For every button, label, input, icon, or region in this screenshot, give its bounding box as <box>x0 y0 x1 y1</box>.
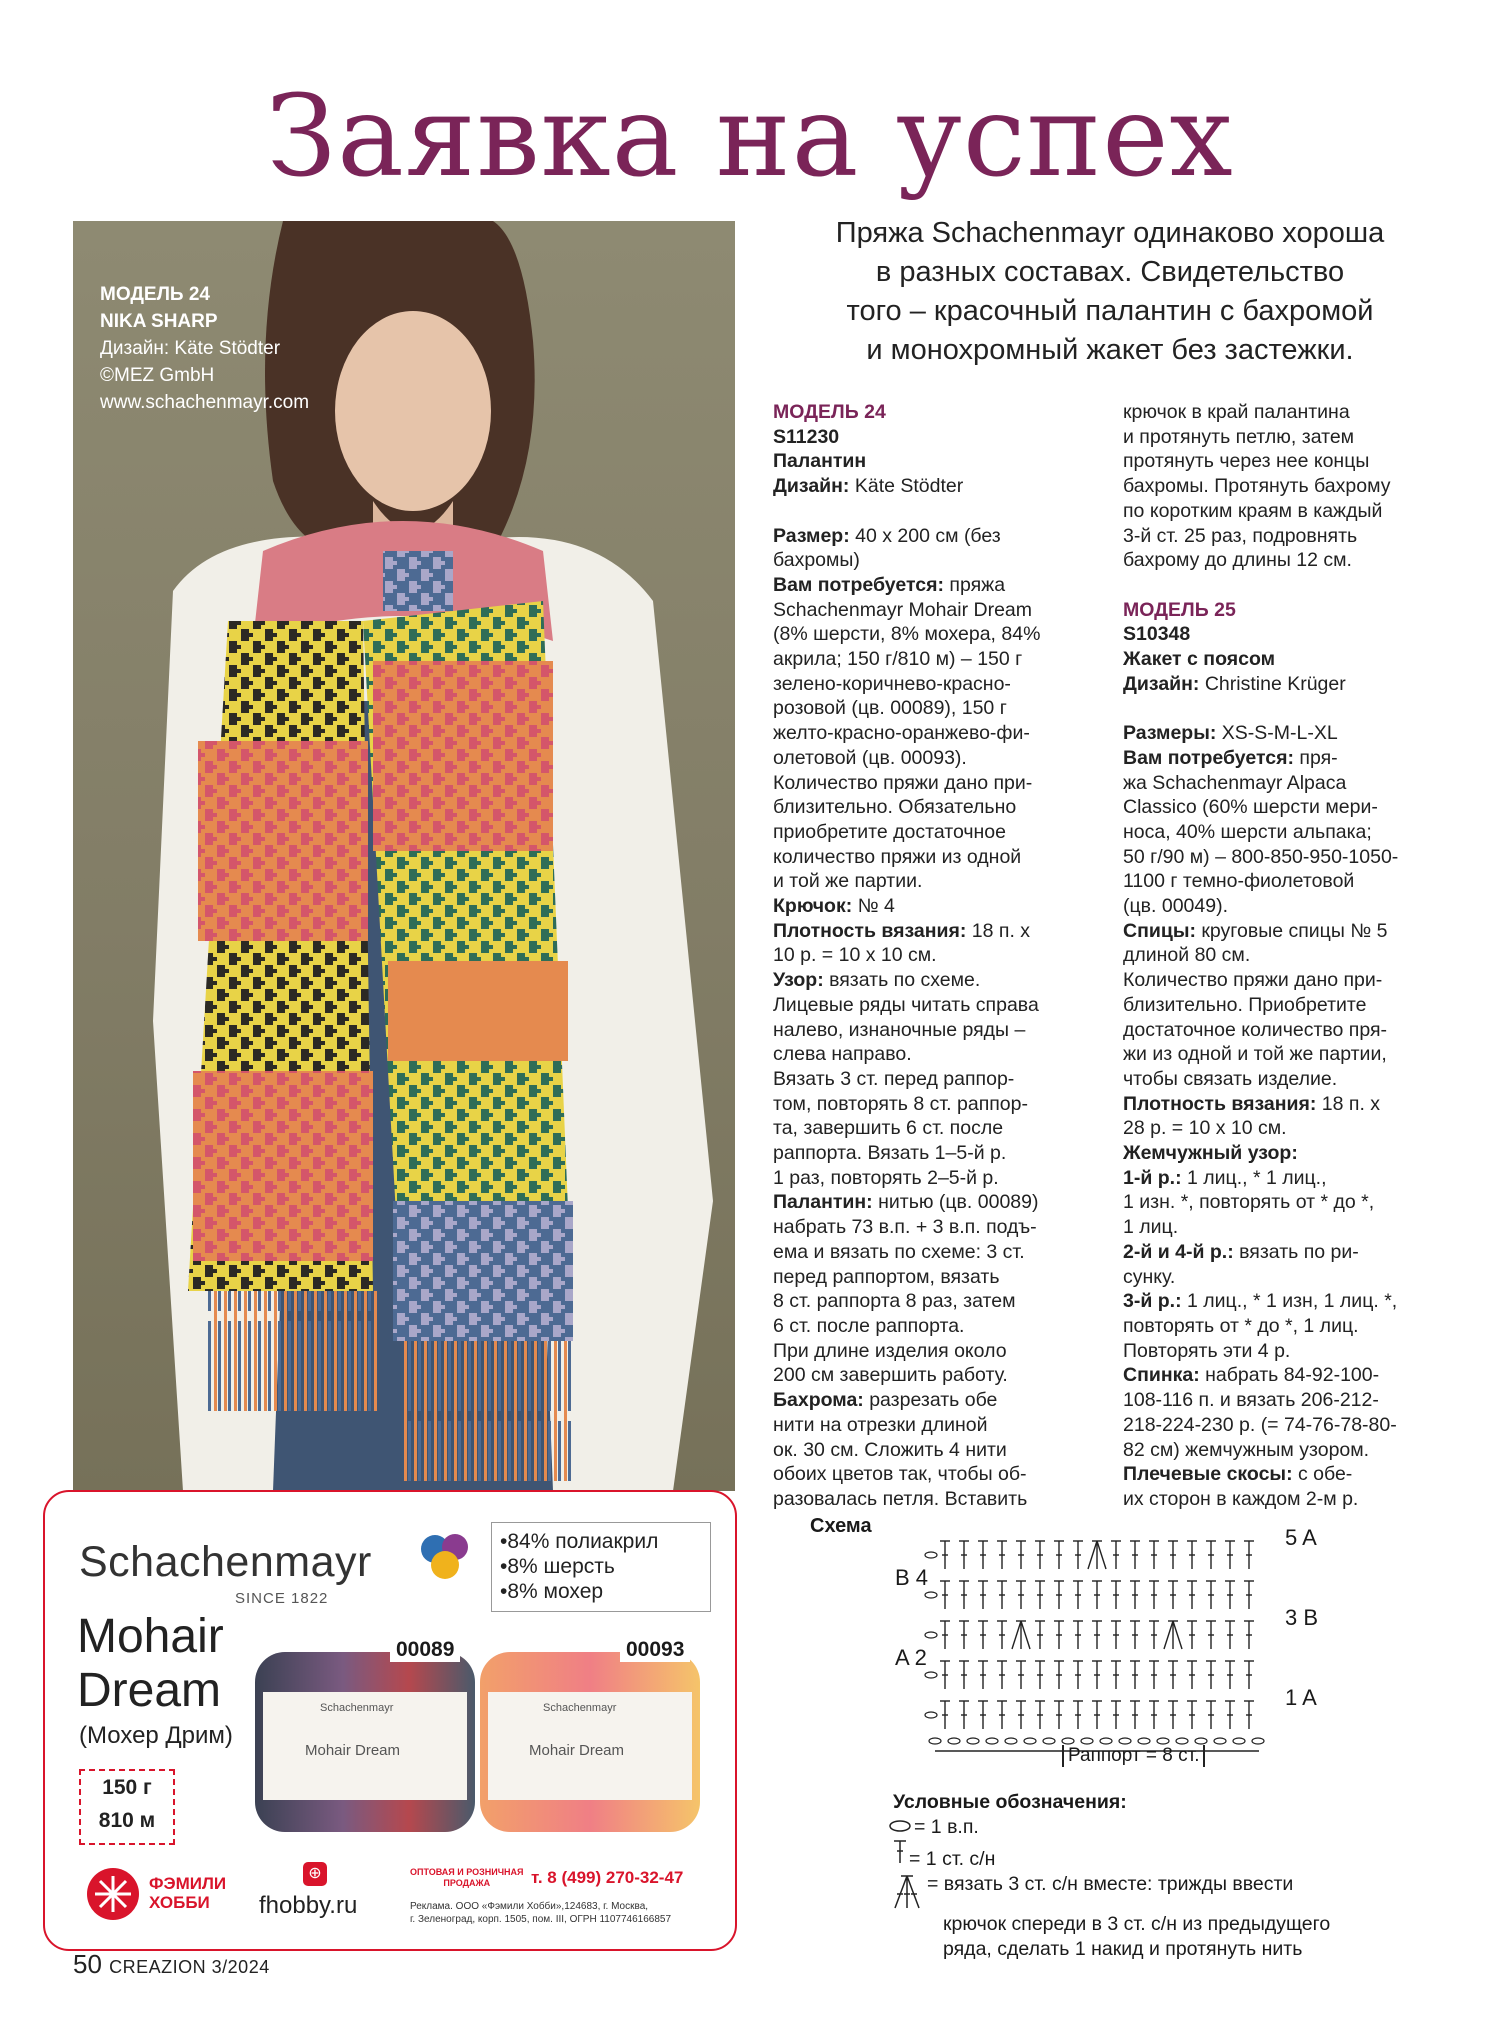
row-label-a2: A 2 <box>895 1645 927 1670</box>
double-crochet-icon <box>891 1839 909 1865</box>
chain-symbol <box>1233 1738 1245 1744</box>
model-code: S10348 <box>1123 623 1191 646</box>
instruction-line: Крючок: № 4 <box>773 895 895 918</box>
schema-title: Схема <box>810 1515 872 1537</box>
chain-symbol <box>1043 1738 1055 1744</box>
legend-title: Условные обозначения: <box>893 1791 1127 1813</box>
page-number: 50 <box>73 1949 102 1979</box>
instruction-line: 6 ст. после раппорта. <box>773 1315 965 1337</box>
instruction-line: 3-й ст. 25 раз, подровнять <box>1123 524 1358 547</box>
instruction-line: 1 изн. *, повторять от * до *, <box>1123 1191 1375 1214</box>
instruction-line: длиной 80 см. <box>1123 944 1251 967</box>
instruction-line: Узор: вязать по схеме. <box>773 969 981 992</box>
model-heading: МОДЕЛЬ 25 <box>1123 598 1236 621</box>
globe-icon: ⊕ <box>303 1862 327 1886</box>
chain-symbol <box>1119 1738 1131 1744</box>
instruction-line: нити на отрезки длиной <box>773 1413 988 1436</box>
instruction-line: 28 р. = 10 х 10 см. <box>1123 1117 1287 1140</box>
skein-label-brand: Schachenmayr <box>320 1702 394 1714</box>
instruction-line: Спинка: набрать 84-92-100- <box>1123 1364 1380 1387</box>
instruction-line: набрать 73 в.п. + 3 в.п. подъ- <box>773 1216 1037 1239</box>
model-heading: МОДЕЛЬ 24 <box>773 401 886 423</box>
model-code: S11230 <box>773 425 840 448</box>
chart-legend <box>893 1790 1453 1962</box>
model-design: Дизайн: Christine Krüger <box>1123 672 1346 695</box>
instruction-line: количество пряжи из одной <box>773 845 1022 868</box>
instruction-line: слева направо. <box>773 1043 912 1066</box>
intro-line: того – красочный палантин с бахромой <box>846 295 1374 327</box>
sale-label: ОПТОВАЯ И РОЗНИЧНАЯ ПРОДАЖА <box>410 1867 524 1888</box>
instruction-line: 1-й р.: 1 лиц., * 1 лиц., <box>1123 1166 1327 1189</box>
chain-symbol <box>929 1738 941 1744</box>
instruction-line: розовой (цв. 00089), 150 г <box>773 697 1007 720</box>
instruction-line: 2-й и 4-й р.: вязать по ри- <box>1123 1240 1359 1263</box>
instruction-line: ок. 30 см. Сложить 4 нити <box>773 1438 1007 1461</box>
instructions-model-24 <box>773 400 1093 1512</box>
instruction-line: Повторять эти 4 р. <box>1123 1339 1291 1362</box>
instruction-line: жи из одной и той же партии, <box>1123 1043 1387 1066</box>
page-title: Заявка на успех <box>266 72 1234 202</box>
chain-symbol <box>1005 1738 1017 1744</box>
row-label-b4: B 4 <box>895 1565 929 1590</box>
chain-symbol <box>1024 1738 1036 1744</box>
product-name-ru: (Мохер Дрим) <box>79 1722 233 1749</box>
instruction-line: 82 см) жемчужным узором. <box>1123 1438 1370 1461</box>
instruction-line: обоих цветов так, чтобы об- <box>773 1463 1027 1486</box>
intro-line: Пряжа Schachenmayr одинаково хороша <box>835 217 1385 249</box>
instruction-line: При длине изделия около <box>773 1339 1007 1362</box>
brand-since: SINCE 1822 <box>235 1590 329 1607</box>
instruction-line: Schachenmayr Mohair Dream <box>773 598 1033 621</box>
instruction-line: 8 ст. раппорта 8 раз, затем <box>773 1290 1016 1313</box>
instruction-line: разовалась петля. Вставить <box>773 1487 1028 1510</box>
distributor-name: ФЭМИЛИ ХОББИ <box>149 1874 227 1912</box>
instruction-line: 200 см завершить работу. <box>773 1364 1008 1387</box>
instruction-line: раппорта. Вязать 1–5-й р. <box>773 1142 1007 1165</box>
instruction-line: Плотность вязания: 18 п. х <box>1123 1092 1381 1115</box>
instruction-line: том, повторять 8 ст. раппор- <box>773 1092 1028 1115</box>
chain-symbol <box>1214 1738 1226 1744</box>
instruction-line: бахромы) <box>773 549 860 572</box>
instruction-line: Classico (60% шерсти мери- <box>1123 796 1378 819</box>
chain-symbol <box>1195 1738 1207 1744</box>
model-design: Дизайн: Käte Stödter <box>773 475 964 498</box>
instruction-line: Вязать 3 ст. перед раппор- <box>773 1067 1015 1090</box>
composition-line: •84% полиакрил <box>500 1530 659 1553</box>
instruction-line: носа, 40% шерсти альпака; <box>1123 820 1372 843</box>
instructions-model-25 <box>1123 400 1453 1512</box>
instruction-line: и той же партии. <box>773 870 923 893</box>
model-photo <box>73 221 735 1491</box>
instruction-line: бахрому до длины 12 см. <box>1123 549 1352 572</box>
intro-line: в разных составах. Свидетельство <box>875 256 1345 288</box>
chain-symbol <box>925 1552 937 1558</box>
row-label-5a: 5 A <box>1285 1525 1317 1550</box>
instruction-line: Количество пряжи дано при- <box>773 771 1033 794</box>
credit-site: www.schachenmayr.com <box>100 392 310 413</box>
instruction-line: чтобы связать изделие. <box>1123 1067 1338 1090</box>
skein-label-brand: Schachenmayr <box>543 1702 617 1714</box>
model-item: Жакет с поясом <box>1123 648 1276 671</box>
instruction-line: Вам потребуется: пря- <box>1123 746 1338 769</box>
instruction-line: Размеры: XS-S-M-L-XL <box>1123 722 1338 745</box>
instruction-line: 108-116 п. и вязать 206-212- <box>1123 1389 1379 1412</box>
composition-line: •8% шерсть <box>500 1555 615 1578</box>
instruction-line: олетовой (цв. 00093). <box>773 746 967 769</box>
yarn-advertisement <box>43 1490 737 1951</box>
credit-model: МОДЕЛЬ 24 <box>100 284 210 305</box>
instruction-line: та, завершить 6 ст. после <box>773 1117 1004 1140</box>
instructions-text <box>773 524 1093 1512</box>
fringe-continuation <box>1123 400 1453 573</box>
instruction-line: и протянуть петлю, затем <box>1123 425 1355 448</box>
chain-symbol <box>1176 1738 1188 1744</box>
legend-line: крючок спереди в 3 ст. с/н из предыдущего <box>943 1913 1331 1936</box>
intro-text <box>780 214 1440 370</box>
instruction-line: (цв. 00049). <box>1123 895 1228 918</box>
instruction-line: Жемчужный узор: <box>1123 1142 1298 1165</box>
yarn-balls-icon <box>415 1527 475 1583</box>
instruction-line: сунку. <box>1123 1265 1176 1288</box>
instruction-line: 218-224-230 р. (= 74-76-78-80- <box>1123 1413 1397 1436</box>
skein-weight: 150 г <box>102 1776 152 1799</box>
instruction-line: Размер: 40 х 200 см (без <box>773 524 1001 547</box>
skein-length: 810 м <box>98 1809 156 1832</box>
instruction-line: достаточное количество пря- <box>1123 1018 1388 1041</box>
chain-stitch-icon <box>888 1819 914 1833</box>
instruction-line: 3-й р.: 1 лиц., * 1 изн, 1 лиц. *, <box>1123 1290 1398 1313</box>
instruction-line: Плотность вязания: 18 п. х <box>773 919 1031 942</box>
instruction-line: крючок в край палантина <box>1123 401 1350 423</box>
photo-credit <box>100 281 309 416</box>
chain-symbol <box>925 1592 937 1598</box>
chain-symbol <box>948 1738 960 1744</box>
chain-symbol <box>1062 1738 1074 1744</box>
skein-label-name: Mohair Dream <box>529 1742 625 1759</box>
composition-line: •8% мохер <box>500 1580 604 1603</box>
instruction-line: (8% шерсти, 8% мохера, 84% <box>773 623 1041 646</box>
distributor-phone: т. 8 (499) 270-32-47 <box>531 1868 684 1887</box>
distributor-site: fhobby.ru <box>259 1892 358 1919</box>
page-footer <box>73 1949 270 1980</box>
instruction-line: их сторон в каждом 2-м р. <box>1123 1487 1359 1510</box>
instruction-line: близительно. Обязательно <box>773 796 1017 819</box>
legal-text: Реклама. ООО «Фэмили Хобби»,124683, г. Москва, г. Зеленоград, корп. 1505, пом. III, ОГРН 1107746166857 <box>410 1901 672 1925</box>
instruction-line: Спицы: круговые спицы № 5 <box>1123 919 1388 942</box>
magazine-issue: CREAZION 3/2024 <box>109 1957 270 1977</box>
instruction-line: жа Schachenmayr Alpaca <box>1123 771 1347 794</box>
instruction-line: акрила; 150 г/810 м) – 150 г <box>773 648 1023 671</box>
color-code-00089: 00089 <box>390 1638 460 1662</box>
row-label-3b: 3 B <box>1285 1605 1319 1630</box>
instruction-line: 10 р. = 10 х 10 см. <box>773 944 937 967</box>
chain-symbol <box>1252 1738 1264 1744</box>
instruction-line: налево, изнаночные ряды – <box>773 1018 1026 1041</box>
chain-symbol <box>1138 1738 1150 1744</box>
chain-symbol <box>986 1738 998 1744</box>
instruction-line: ема и вязать по схеме: 3 ст. <box>773 1240 1025 1263</box>
instruction-line: 50 г/90 м) – 800-850-950-1050- <box>1123 845 1399 868</box>
instruction-line: Плечевые скосы: с обе- <box>1123 1463 1353 1486</box>
instruction-line: по коротким краям в каждый <box>1123 499 1383 522</box>
instruction-line: Палантин: нитью (цв. 00089) <box>773 1191 1039 1214</box>
instructions-text <box>1123 721 1453 1512</box>
crochet-chart <box>780 1515 1470 1785</box>
legend-dc: = 1 ст. с/н <box>891 1839 1453 1872</box>
color-code-00093: 00093 <box>620 1638 690 1662</box>
instruction-line: Вам потребуется: пряжа <box>773 573 1006 596</box>
credit-name: NIKA SHARP <box>100 311 218 332</box>
family-hobby-logo-icon <box>83 1864 143 1924</box>
instruction-line: Количество пряжи дано при- <box>1123 969 1383 992</box>
chain-symbol <box>1081 1738 1093 1744</box>
instruction-line: перед раппортом, вязать <box>773 1265 1000 1288</box>
chain-symbol <box>925 1632 937 1638</box>
product-name: Mohair Dream <box>77 1610 224 1717</box>
chain-symbol <box>1157 1738 1169 1744</box>
instruction-line: 1 лиц. <box>1123 1216 1179 1239</box>
chain-symbol <box>925 1712 937 1718</box>
credit-design: Дизайн: Käte Stödter <box>100 338 281 359</box>
chain-symbol <box>967 1738 979 1744</box>
instruction-line: Бахрома: разрезать обе <box>773 1389 998 1412</box>
dc3tog-icon <box>887 1872 927 1912</box>
chain-symbol <box>1100 1738 1112 1744</box>
weight-length-box <box>79 1769 175 1845</box>
brand-logo: Schachenmayr <box>79 1538 372 1586</box>
instruction-line: Лицевые ряды читать справа <box>773 993 1039 1016</box>
instruction-line: повторять от * до *, 1 лиц. <box>1123 1314 1359 1337</box>
instruction-line: зелено-коричнево-красно- <box>773 672 1011 695</box>
legend-line: ряда, сделать 1 накид и протянуть нить <box>943 1937 1303 1960</box>
instruction-line: 1 раз, повторять 2–5-й р. <box>773 1166 999 1189</box>
credit-copyright: ©MEZ GmbH <box>100 365 215 386</box>
skein-label-name: Mohair Dream <box>305 1742 401 1759</box>
row-label-1a: 1 A <box>1285 1685 1317 1710</box>
legend-dc3tog: = вязать 3 ст. с/н вместе: трижды ввести <box>887 1872 1453 1912</box>
rapport-label: Раппорт = 8 ст. <box>1062 1745 1205 1767</box>
instruction-line: 1100 г темно-фиолетовой <box>1123 870 1355 893</box>
composition-box <box>491 1522 711 1612</box>
instruction-line: бахромы. Протянуть бахрому <box>1123 475 1391 498</box>
instruction-line: желто-красно-оранжево-фи- <box>773 722 1030 745</box>
instruction-line: близительно. Приобретите <box>1123 993 1367 1016</box>
chain-symbol <box>925 1672 937 1678</box>
legend-chain: = 1 в.п. <box>888 1815 1453 1840</box>
instruction-line: протянуть через нее концы <box>1123 450 1370 473</box>
instruction-line: приобретите достаточное <box>773 820 1007 843</box>
intro-line: и монохромный жакет без застежки. <box>866 334 1354 366</box>
model-item: Палантин <box>773 450 867 473</box>
